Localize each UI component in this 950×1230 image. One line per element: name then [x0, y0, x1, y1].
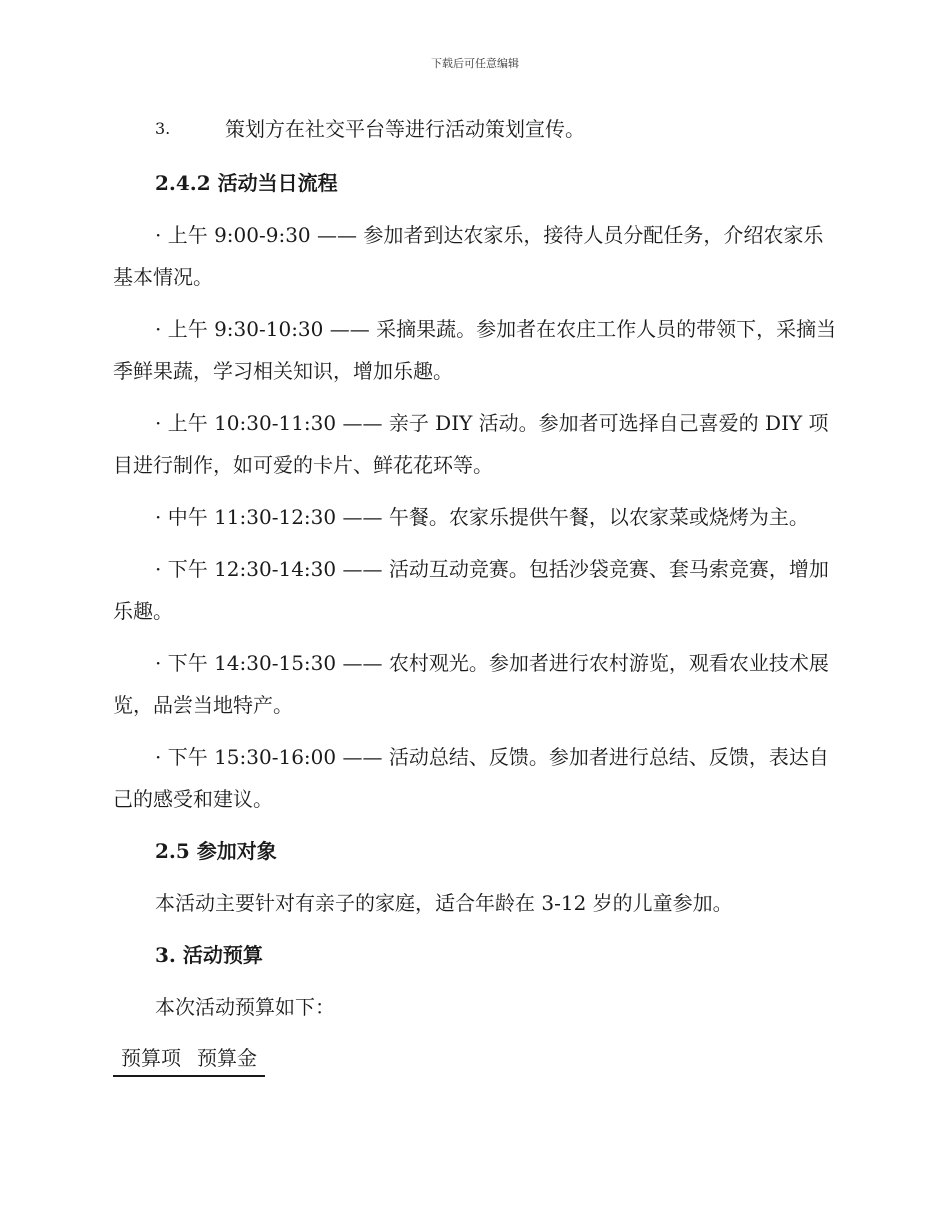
budget-intro: 本次活动预算如下： [155, 995, 335, 1019]
item-text: 策划方在社交平台等进行活动策划宣传。 [225, 117, 585, 141]
schedule-item: · 下午 15:30-16:00 —— 活动总结、反馈。参加者进行总结、反馈，表达自己的感受和建议。 [113, 745, 829, 811]
section-heading-2-4-2: 2.4.2 活动当日流程 [155, 171, 338, 195]
schedule-item: · 下午 12:30-14:30 —— 活动互动竞赛。包括沙袋竞赛、套马索竞赛，增加乐趣。 [113, 557, 829, 623]
schedule-item: · 上午 9:00-9:30 —— 参加者到达农家乐，接待人员分配任务，介绍农家乐基本情况。 [113, 223, 824, 289]
budget-header-amount: 预算金 [189, 1038, 265, 1076]
budget-header-item: 预算项 [113, 1038, 189, 1076]
budget-table-header-row [113, 1038, 265, 1076]
document-body [113, 108, 838, 1077]
schedule-item: · 上午 9:30-10:30 —— 采摘果蔬。参加者在农庄工作人员的带领下，采摘当季鲜果蔬，学习相关知识，增加乐趣。 [113, 317, 837, 383]
numbered-item-3 [113, 108, 838, 150]
item-number: 3. [155, 119, 171, 138]
header-note: 下载后可任意编辑 [431, 57, 519, 70]
schedule-item: · 上午 10:30-11:30 —— 亲子 DIY 活动。参加者可选择自己喜爱的 DIY 项目进行制作，如可爱的卡片、鲜花花环等。 [113, 411, 829, 477]
section-heading-3: 3. 活动预算 [155, 943, 263, 967]
participants-text: 本活动主要针对有亲子的家庭，适合年龄在 3-12 岁的儿童参加。 [155, 891, 733, 915]
section-heading-2-5: 2.5 参加对象 [155, 839, 277, 863]
budget-table [113, 1038, 265, 1077]
schedule-item: · 中午 11:30-12:30 —— 午餐。农家乐提供午餐，以农家菜或烧烤为主。 [155, 505, 809, 529]
schedule-item: · 下午 14:30-15:30 —— 农村观光。参加者进行农村游览，观看农业技术展览，品尝当地特产。 [113, 651, 829, 717]
